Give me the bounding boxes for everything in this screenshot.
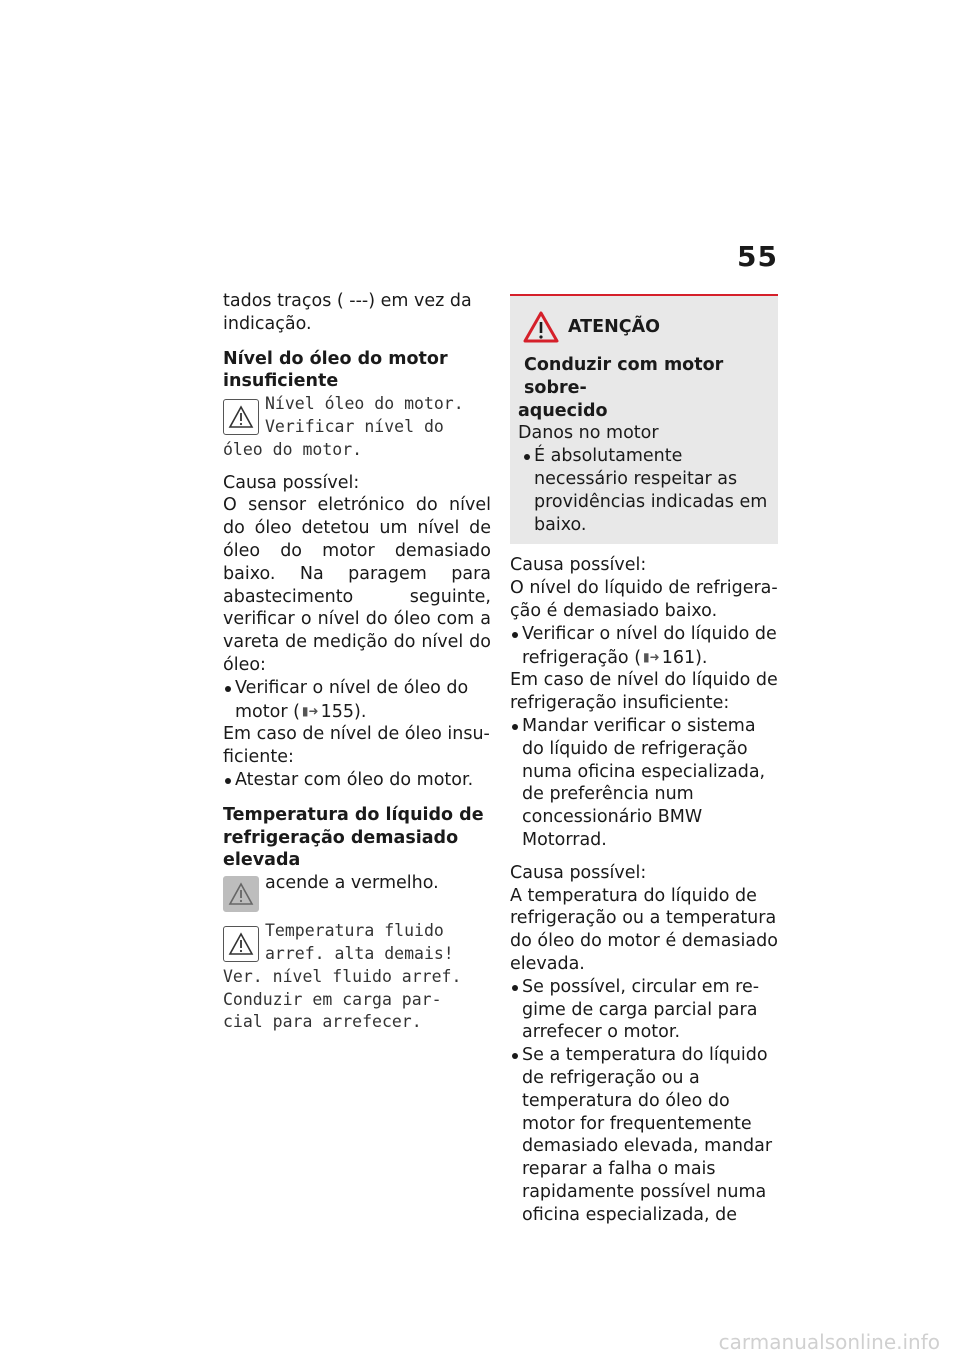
right-column: [510, 290, 778, 1226]
case-text: Em caso de nível do líquido de refrigeração insuficiente:: [510, 670, 778, 714]
watermark-text: carmanualsonline.info: [718, 1330, 940, 1354]
reference-arrow-icon: ▮➜: [643, 649, 660, 664]
reference-arrow-icon: ▮➜: [301, 703, 319, 718]
cause-label: Causa possível:: [510, 555, 647, 576]
attention-title: ATENÇÃO: [568, 317, 660, 337]
message-line: óleo do motor.: [223, 439, 363, 459]
list-item: Verificar o nível de óleo do motor ( ▮➜ 155).: [223, 677, 491, 724]
intro-text: tados traços ( ---) em vez da indicação.: [223, 291, 472, 334]
coolant-lamp: [223, 872, 491, 912]
section-heading-oil-level: Nível do óleo do motor insuficiente: [223, 348, 448, 392]
cause-label: Causa possível:: [223, 472, 360, 493]
left-column: [223, 290, 491, 1034]
attention-header: [518, 310, 768, 344]
attention-subtitle: Conduzir com motor sobre- aquecido: [518, 355, 724, 421]
message-line: Conduzir em carga par-: [223, 989, 442, 1009]
attention-consequence: Danos no motor: [518, 423, 659, 444]
coolant-warning-message: [223, 920, 491, 1034]
cause-label: Causa possível:: [510, 862, 647, 883]
cause-text: A temperatura do líquido de refrigeração ou a temperatura do óleo do motor é demasiado elevada.: [510, 885, 778, 974]
message-line: cial para arrefecer.: [223, 1012, 422, 1032]
message-line: Verificar nível do: [265, 416, 444, 436]
cause-text: O sensor eletrónico do nível do óleo detetou um nível de óleo do motor demasiado baixo. Na paragem para abastecimento seguinte, verificar o nível do óleo com a vareta de medição do nível do óleo:: [223, 495, 491, 675]
oil-warning-message: [223, 393, 491, 461]
page-number: 55: [737, 240, 778, 273]
list-item: Se a temperatura do líquido de refrigeração ou a temperatura do óleo do motor for frequentemente demasiado elevada, mandar reparar a falha o mais rapidamente possível numa oficina especializada, de: [510, 1044, 778, 1226]
message-line: Ver. nível fluido arref.: [223, 966, 462, 986]
section-heading-coolant-temp: Temperatura do líquido de refrigeração demasiado elevada: [223, 804, 484, 871]
message-line: Nível óleo do motor.: [265, 394, 464, 414]
list-item: Se possível, circular em regime de carga parcial para arrefecer o motor.: [510, 976, 778, 1044]
case-text: Em caso de nível de óleo insuficiente:: [223, 724, 490, 768]
warning-triangle-icon: [223, 876, 259, 912]
cause-text: O nível do líquido de refrigeração é demasiado baixo.: [510, 578, 778, 621]
list-item: Verificar o nível do líquido de refrigeração ( ▮➜ 161).: [510, 623, 778, 670]
list-item: Mandar verificar o sistema do líquido de refrigeração numa oficina especializada, de preferência num concessionário BMW Motorrad.: [510, 715, 778, 852]
attention-box: [510, 294, 778, 544]
message-line: arref. alta demais!: [265, 943, 454, 963]
message-line: Temperatura fluido: [265, 921, 444, 941]
warning-triangle-icon: [223, 399, 259, 435]
lamp-text: acende a vermelho.: [265, 873, 439, 894]
list-item: Atestar com óleo do motor.: [223, 769, 491, 792]
list-item: É absolutamente necessário respeitar as providências indicadas em baixo.: [522, 445, 768, 536]
warning-triangle-icon: [223, 926, 259, 962]
warning-triangle-icon: [522, 310, 560, 344]
